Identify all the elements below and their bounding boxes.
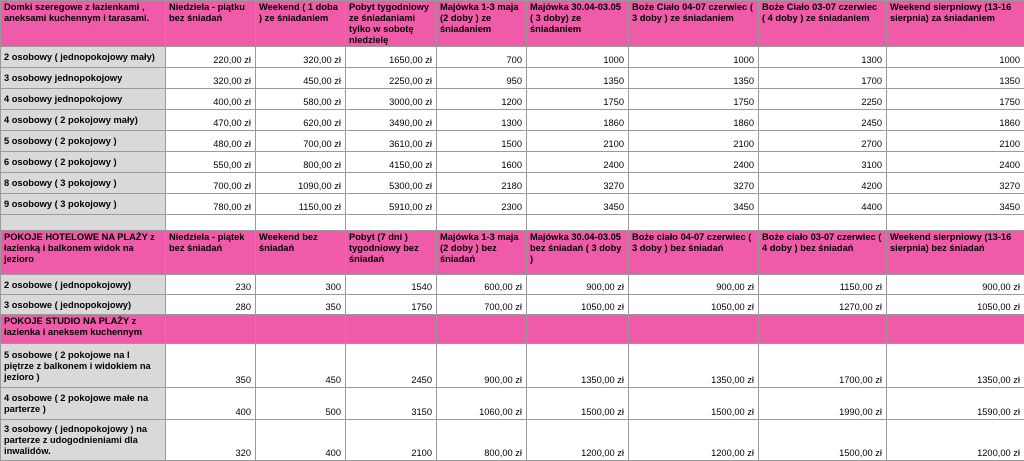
price-cell: 620,00 zł (256, 110, 346, 131)
price-cell: 300 (256, 275, 346, 295)
price-cell: 700,00 zł (256, 131, 346, 152)
price-cell: 500 (256, 388, 346, 420)
table-row (1, 194, 1024, 215)
row-label: 3 osobowy ( jednopokojowy ) na parterze z udogodnieniami dla inwalidów. (1, 420, 166, 461)
empty-header-cell (346, 315, 437, 344)
column-header: Pobyt (7 dni ) tygodniowy bez śniadań (346, 231, 437, 275)
empty-header-cell (437, 315, 527, 344)
price-cell: 1350,00 zł (527, 344, 629, 388)
column-header: Niedziela - piątku bez śniadań (166, 1, 256, 47)
section-title: Domki szeregowe z łazienkami , aneksami kuchennym i tarasami. (1, 1, 166, 47)
price-cell: 1700,00 zł (759, 344, 887, 388)
empty-cell (1, 215, 166, 231)
price-cell: 1000 (887, 47, 1024, 68)
price-cell: 1750 (887, 89, 1024, 110)
price-cell: 400 (166, 388, 256, 420)
price-cell: 470,00 zł (166, 110, 256, 131)
section1-header-row (1, 1, 1024, 47)
price-cell: 1050,00 zł (629, 295, 759, 315)
table-row (1, 173, 1024, 194)
price-cell: 1200,00 zł (629, 420, 759, 461)
price-cell: 1300 (759, 47, 887, 68)
empty-cell (629, 215, 759, 231)
price-cell: 1500,00 zł (527, 388, 629, 420)
empty-header-cell (166, 315, 256, 344)
table-row (1, 295, 1024, 315)
empty-cell (166, 215, 256, 231)
price-cell: 4150,00 zł (346, 152, 437, 173)
price-cell: 3450 (629, 194, 759, 215)
price-cell: 3450 (527, 194, 629, 215)
row-label: 4 osobowe ( 2 pokojowe małe na parterze ) (1, 388, 166, 420)
price-cell: 2100 (887, 131, 1024, 152)
price-cell: 3150 (346, 388, 437, 420)
price-cell: 700,00 zł (166, 173, 256, 194)
price-cell: 700,00 zł (437, 295, 527, 315)
empty-cell (887, 215, 1024, 231)
price-cell: 800,00 zł (256, 152, 346, 173)
price-cell: 3270 (527, 173, 629, 194)
price-cell: 350 (166, 344, 256, 388)
empty-header-cell (629, 315, 759, 344)
column-header: Weekend sierpniowy (13-16 sierpnia) za śniadaniem (887, 1, 1024, 47)
price-cell: 2100 (629, 131, 759, 152)
price-cell: 1000 (629, 47, 759, 68)
price-cell: 3450 (887, 194, 1024, 215)
section2-header-row (1, 231, 1024, 275)
price-cell: 1060,00 zł (437, 388, 527, 420)
price-cell: 1990,00 zł (759, 388, 887, 420)
price-cell: 550,00 zł (166, 152, 256, 173)
price-cell: 700 (437, 47, 527, 68)
price-cell: 1600 (437, 152, 527, 173)
price-cell: 780,00 zł (166, 194, 256, 215)
empty-header-cell (256, 315, 346, 344)
price-cell: 4200 (759, 173, 887, 194)
column-header: Majówka 1-3 maja (2 doby ) ze śniadaniem (437, 1, 527, 47)
price-cell: 1350 (887, 68, 1024, 89)
price-cell: 2250 (759, 89, 887, 110)
empty-header-cell (887, 315, 1024, 344)
price-cell: 400 (256, 420, 346, 461)
row-label: 3 osobowy jednopokojowy (1, 68, 166, 89)
price-cell: 5300,00 zł (346, 173, 437, 194)
price-cell: 3000,00 zł (346, 89, 437, 110)
empty-cell (759, 215, 887, 231)
column-header: Majówka 1-3 maja (2 doby ) bez śniadań (437, 231, 527, 275)
price-cell: 450,00 zł (256, 68, 346, 89)
price-cell: 1860 (527, 110, 629, 131)
price-cell: 220,00 zł (166, 47, 256, 68)
price-cell: 1200 (437, 89, 527, 110)
column-header: Majówka 30.04-03.05 ( 3 doby) ze śniadaniem (527, 1, 629, 47)
price-cell: 1750 (527, 89, 629, 110)
column-header: Niedziela - piątek bez śniadań (166, 231, 256, 275)
row-label: 5 osobowy ( 2 pokojowy ) (1, 131, 166, 152)
row-label: 4 osobowy ( 2 pokojowy mały) (1, 110, 166, 131)
price-cell: 2300 (437, 194, 527, 215)
column-header: Boże Ciało 04-07 czerwiec ( 3 doby ) ze śniadaniem (629, 1, 759, 47)
price-cell: 1500 (437, 131, 527, 152)
price-cell: 1700 (759, 68, 887, 89)
table-row (1, 68, 1024, 89)
price-cell: 3270 (887, 173, 1024, 194)
price-cell: 1750 (629, 89, 759, 110)
price-cell: 1050,00 zł (887, 295, 1024, 315)
price-cell: 3610,00 zł (346, 131, 437, 152)
price-cell: 1200,00 zł (527, 420, 629, 461)
price-cell: 350 (256, 295, 346, 315)
row-label: 8 osobowy ( 3 pokojowy ) (1, 173, 166, 194)
price-cell: 1050,00 zł (527, 295, 629, 315)
price-cell: 1350,00 zł (629, 344, 759, 388)
price-cell: 1350 (629, 68, 759, 89)
price-cell: 900,00 zł (887, 275, 1024, 295)
row-label: 9 osobowy ( 3 pokojowy ) (1, 194, 166, 215)
price-cell: 2450 (759, 110, 887, 131)
price-cell: 5910,00 zł (346, 194, 437, 215)
price-cell: 2400 (629, 152, 759, 173)
column-header: Weekend sierpniowy (13-16 sierpnia) bez śniadań (887, 231, 1024, 275)
price-cell: 1500,00 zł (759, 420, 887, 461)
price-cell: 800,00 zł (437, 420, 527, 461)
column-header: Weekend ( 1 doba ) ze śniadaniem (256, 1, 346, 47)
price-cell: 320,00 zł (166, 68, 256, 89)
column-header: Weekend bez śniadań (256, 231, 346, 275)
price-cell: 450 (256, 344, 346, 388)
table-row (1, 131, 1024, 152)
section3-header-row (1, 315, 1024, 344)
price-cell: 4400 (759, 194, 887, 215)
column-header: Majówka 30.04-03.05 bez śniadań ( 3 doby ) (527, 231, 629, 275)
price-cell: 1540 (346, 275, 437, 295)
column-header: Pobyt tygodniowy ze śniadaniami tylko w sobotę niedzielę (346, 1, 437, 47)
price-cell: 1300 (437, 110, 527, 131)
row-label: 2 osobowy ( jednopokojowy mały) (1, 47, 166, 68)
table-row (1, 275, 1024, 295)
row-label: 2 osobowe ( jednopokojowy) (1, 275, 166, 295)
price-cell: 320,00 zł (256, 47, 346, 68)
row-label: 5 osobowe ( 2 pokojowe na I piętrze z balkonem i widokiem na jezioro ) (1, 344, 166, 388)
price-cell: 2400 (527, 152, 629, 173)
section-title: POKOJE STUDIO NA PLAŻY z łazienka i aneksem kuchennym (1, 315, 166, 344)
price-cell: 1350,00 zł (887, 344, 1024, 388)
price-cell: 280 (166, 295, 256, 315)
table-row (1, 388, 1024, 420)
blank-row (1, 215, 1024, 231)
price-cell: 1860 (887, 110, 1024, 131)
price-cell: 600,00 zł (437, 275, 527, 295)
price-cell: 400,00 zł (166, 89, 256, 110)
price-cell: 320 (166, 420, 256, 461)
price-cell: 2250,00 zł (346, 68, 437, 89)
row-label: 4 osobowy jednopokojowy (1, 89, 166, 110)
price-cell: 1090,00 zł (256, 173, 346, 194)
price-cell: 3490,00 zł (346, 110, 437, 131)
table-row (1, 89, 1024, 110)
price-cell: 2180 (437, 173, 527, 194)
price-cell: 1200,00 zł (887, 420, 1024, 461)
table-row (1, 110, 1024, 131)
price-cell: 2100 (527, 131, 629, 152)
price-cell: 1350 (527, 68, 629, 89)
price-cell: 3100 (759, 152, 887, 173)
table-row (1, 152, 1024, 173)
price-cell: 2450 (346, 344, 437, 388)
price-cell: 1270,00 zł (759, 295, 887, 315)
column-header: Boże Ciało 03-07 czerwiec ( 4 doby ) ze śniadaniem (759, 1, 887, 47)
empty-cell (256, 215, 346, 231)
price-cell: 580,00 zł (256, 89, 346, 110)
price-cell: 3270 (629, 173, 759, 194)
price-cell: 900,00 zł (437, 344, 527, 388)
price-cell: 1650,00 zł (346, 47, 437, 68)
price-cell: 1150,00 zł (759, 275, 887, 295)
price-cell: 900,00 zł (629, 275, 759, 295)
price-cell: 900,00 zł (527, 275, 629, 295)
empty-cell (527, 215, 629, 231)
table-row (1, 420, 1024, 461)
price-cell: 1590,00 zł (887, 388, 1024, 420)
column-header: Boże ciało 03-07 czerwiec ( 4 doby ) bez śniadań (759, 231, 887, 275)
column-header: Boże ciało 04-07 czerwiec ( 3 doby ) bez śniadań (629, 231, 759, 275)
row-label: 6 osobowy ( 2 pokojowy ) (1, 152, 166, 173)
empty-header-cell (527, 315, 629, 344)
empty-cell (346, 215, 437, 231)
price-cell: 1000 (527, 47, 629, 68)
empty-header-cell (759, 315, 887, 344)
price-cell: 1500,00 zł (629, 388, 759, 420)
price-cell: 480,00 zł (166, 131, 256, 152)
price-cell: 950 (437, 68, 527, 89)
price-cell: 2400 (887, 152, 1024, 173)
price-cell: 1860 (629, 110, 759, 131)
section-title: POKOJE HOTELOWE NA PLAŻY z łazienką i balkonem widok na jezioro (1, 231, 166, 275)
empty-cell (437, 215, 527, 231)
row-label: 3 osobowe ( jednopokojowy) (1, 295, 166, 315)
price-cell: 2100 (346, 420, 437, 461)
price-cell: 1150,00 zł (256, 194, 346, 215)
price-cell: 230 (166, 275, 256, 295)
price-cell: 2700 (759, 131, 887, 152)
price-cell: 1750 (346, 295, 437, 315)
table-row (1, 344, 1024, 388)
table-row (1, 47, 1024, 68)
